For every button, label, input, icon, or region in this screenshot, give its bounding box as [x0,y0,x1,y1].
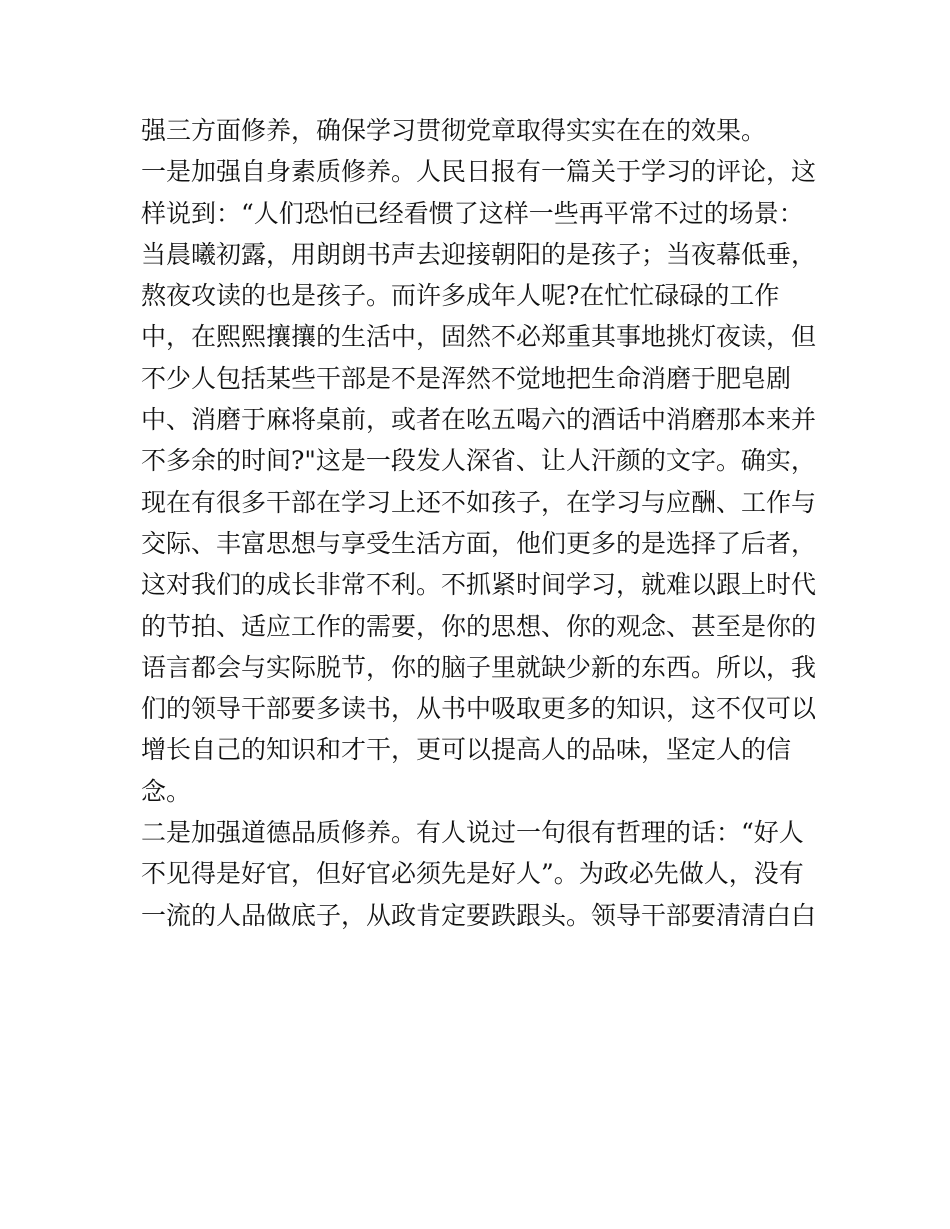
text-line: 中、消磨于麻将桌前，或者在吆五喝六的酒话中消磨那本来并 [141,405,817,435]
text-line: 的节拍、适应工作的需要，你的思想、你的观念、甚至是你的 [141,611,817,641]
text-line: 二是加强道德品质修养。有人说过一句很有哲理的话：“好人 [141,818,804,848]
text-line: 不多余的时间?"这是一段发人深省、让人汗颜的文字。确实， [141,446,816,476]
document-body-text [141,110,821,936]
text-line: 念。 [141,776,192,806]
text-line: 一流的人品做底子，从政肯定要跌跟头。领导干部要清清白白 [141,900,817,930]
text-line: 强三方面修养，确保学习贯彻党章取得实实在在的效果。 [141,116,767,145]
text-line: 中，在熙熙攘攘的生活中，固然不必郑重其事地挑灯夜读，但 [141,322,817,352]
text-line: 现在有很多干部在学习上还不如孩子，在学习与应酬、工作与 [141,487,817,517]
text-line: 一是加强自身素质修养。人民日报有一篇关于学习的评论，这 [141,157,817,187]
text-line: 们的领导干部要多读书，从书中吸取更多的知识，这不仅可以 [141,694,817,724]
text-line: 当晨曦初露，用朗朗书声去迎接朝阳的是孩子；当夜幕低垂， [141,239,817,269]
text-line: 这对我们的成长非常不利。不抓紧时间学习，就难以跟上时代 [141,570,817,600]
text-line: 样说到：“人们恐怕已经看惯了这样一些再平常不过的场景： [141,198,804,228]
text-line: 熬夜攻读的也是孩子。而许多成年人呢?在忙忙碌碌的工作 [141,281,780,311]
text-line: 语言都会与实际脱节，你的脑子里就缺少新的东西。所以，我 [141,652,817,682]
text-line: 不少人包括某些干部是不是浑然不觉地把生命消磨于肥皂剧 [141,363,792,393]
text-line: 交际、丰富思想与享受生活方面，他们更多的是选择了后者， [141,528,817,558]
text-line: 不见得是好官，但好官必须先是好人”。为政必先做人，没有 [141,859,804,889]
text-line: 增长自己的知识和才干，更可以提高人的品味，坚定人的信 [141,735,792,765]
